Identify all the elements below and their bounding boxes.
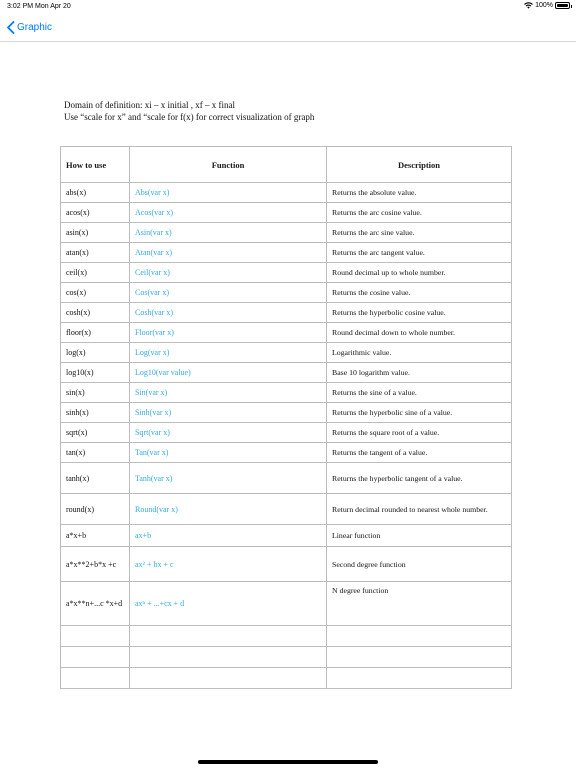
table-row [61,303,512,323]
header-function: Function [130,147,327,183]
cell-how-to-use: asin(x) [61,223,130,243]
cell-how-to-use: a*x**n+...c *x+d [61,582,130,626]
table-row-empty [61,647,512,668]
table-row [61,263,512,283]
cell-description: Second degree function [327,547,512,582]
cell-function: ax+b [130,525,327,547]
empty-cell [130,626,327,647]
table-row [61,525,512,547]
cell-description: Returns the hyperbolic sine of a value. [327,403,512,423]
battery-icon [555,2,570,9]
cell-description: Linear function [327,525,512,547]
cell-how-to-use: acos(x) [61,203,130,223]
cell-function: Atan(var x) [130,243,327,263]
cell-description: Return decimal rounded to nearest whole number. [327,494,512,525]
table-row [61,403,512,423]
cell-how-to-use: log10(x) [61,363,130,383]
back-button[interactable] [6,21,52,34]
status-right [524,2,570,9]
status-bar [0,0,576,14]
table-row [61,494,512,525]
cell-function: Ceil(var x) [130,263,327,283]
table-row [61,223,512,243]
cell-function: Sin(var x) [130,383,327,403]
cell-how-to-use: a*x+b [61,525,130,547]
table-row [61,443,512,463]
cell-description: Round decimal up to whole number. [327,263,512,283]
cell-how-to-use: round(x) [61,494,130,525]
cell-description: N degree function [327,582,512,626]
table-row [61,283,512,303]
cell-description: Returns the arc cosine value. [327,203,512,223]
cell-how-to-use: tan(x) [61,443,130,463]
cell-function: Acos(var x) [130,203,327,223]
cell-function: Cos(var x) [130,283,327,303]
empty-cell [327,668,512,689]
table-row [61,343,512,363]
cell-how-to-use: sin(x) [61,383,130,403]
cell-how-to-use: cos(x) [61,283,130,303]
cell-how-to-use: a*x**2+b*x +c [61,547,130,582]
table-row [61,183,512,203]
functions-table [60,146,512,689]
intro-text [64,99,314,123]
empty-cell [327,647,512,668]
cell-function: ax² + bx + c [130,547,327,582]
cell-description: Returns the sine of a value. [327,383,512,403]
cell-description: Returns the arc tangent value. [327,243,512,263]
cell-function: Log10(var value) [130,363,327,383]
home-indicator[interactable] [198,760,378,764]
table-row [61,582,512,626]
empty-cell [130,668,327,689]
cell-function: Floor(var x) [130,323,327,343]
status-time: 3:02 PM Mon Apr 20 [7,3,71,10]
cell-description: Returns the arc sine value. [327,223,512,243]
table-row [61,463,512,494]
empty-cell [130,647,327,668]
cell-how-to-use: atan(x) [61,243,130,263]
battery-percent: 100% [535,2,553,9]
cell-function: Round(var x) [130,494,327,525]
cell-function: Sinh(var x) [130,403,327,423]
cell-description: Returns the cosine value. [327,283,512,303]
table-row [61,423,512,443]
table-row [61,243,512,263]
empty-cell [327,626,512,647]
empty-cell [61,668,130,689]
table-row [61,323,512,343]
cell-function: axⁿ + ...+cx + d [130,582,327,626]
cell-how-to-use: floor(x) [61,323,130,343]
cell-description: Returns the hyperbolic cosine value. [327,303,512,323]
navigation-bar [0,14,576,42]
table-row-empty [61,668,512,689]
cell-description: Returns the hyperbolic tangent of a value. [327,463,512,494]
header-description: Description [327,147,512,183]
table-row [61,203,512,223]
cell-how-to-use: cosh(x) [61,303,130,323]
back-button-label: Graphic [17,22,53,33]
scale-hint-text: Use “scale for x” and “scale for f(x) for correct visualization of graph [64,112,315,122]
cell-description: Returns the absolute value. [327,183,512,203]
header-how-to-use: How to use [61,147,130,183]
cell-function: Tan(var x) [130,443,327,463]
cell-description: Returns the tangent of a value. [327,443,512,463]
cell-how-to-use: ceil(x) [61,263,130,283]
empty-cell [61,647,130,668]
cell-description: Round decimal down to whole number. [327,323,512,343]
cell-description: Base 10 logarithm value. [327,363,512,383]
chevron-left-icon [6,21,15,34]
cell-function: Cosh(var x) [130,303,327,323]
cell-how-to-use: abs(x) [61,183,130,203]
cell-function: Sqrt(var x) [130,423,327,443]
table-row [61,383,512,403]
cell-how-to-use: sinh(x) [61,403,130,423]
cell-description: Logarithmic value. [327,343,512,363]
cell-function: Log(var x) [130,343,327,363]
cell-function: Tanh(var x) [130,463,327,494]
empty-cell [61,626,130,647]
domain-definition-text: Domain of definition: xi – x initial , xf – x final [64,100,235,110]
cell-how-to-use: sqrt(x) [61,423,130,443]
cell-how-to-use: tanh(x) [61,463,130,494]
wifi-icon [524,2,533,9]
cell-function: Asin(var x) [130,223,327,243]
table-row-empty [61,626,512,647]
cell-how-to-use: log(x) [61,343,130,363]
table-row [61,547,512,582]
cell-description: Returns the square root of a value. [327,423,512,443]
cell-function: Abs(var x) [130,183,327,203]
table-row [61,363,512,383]
